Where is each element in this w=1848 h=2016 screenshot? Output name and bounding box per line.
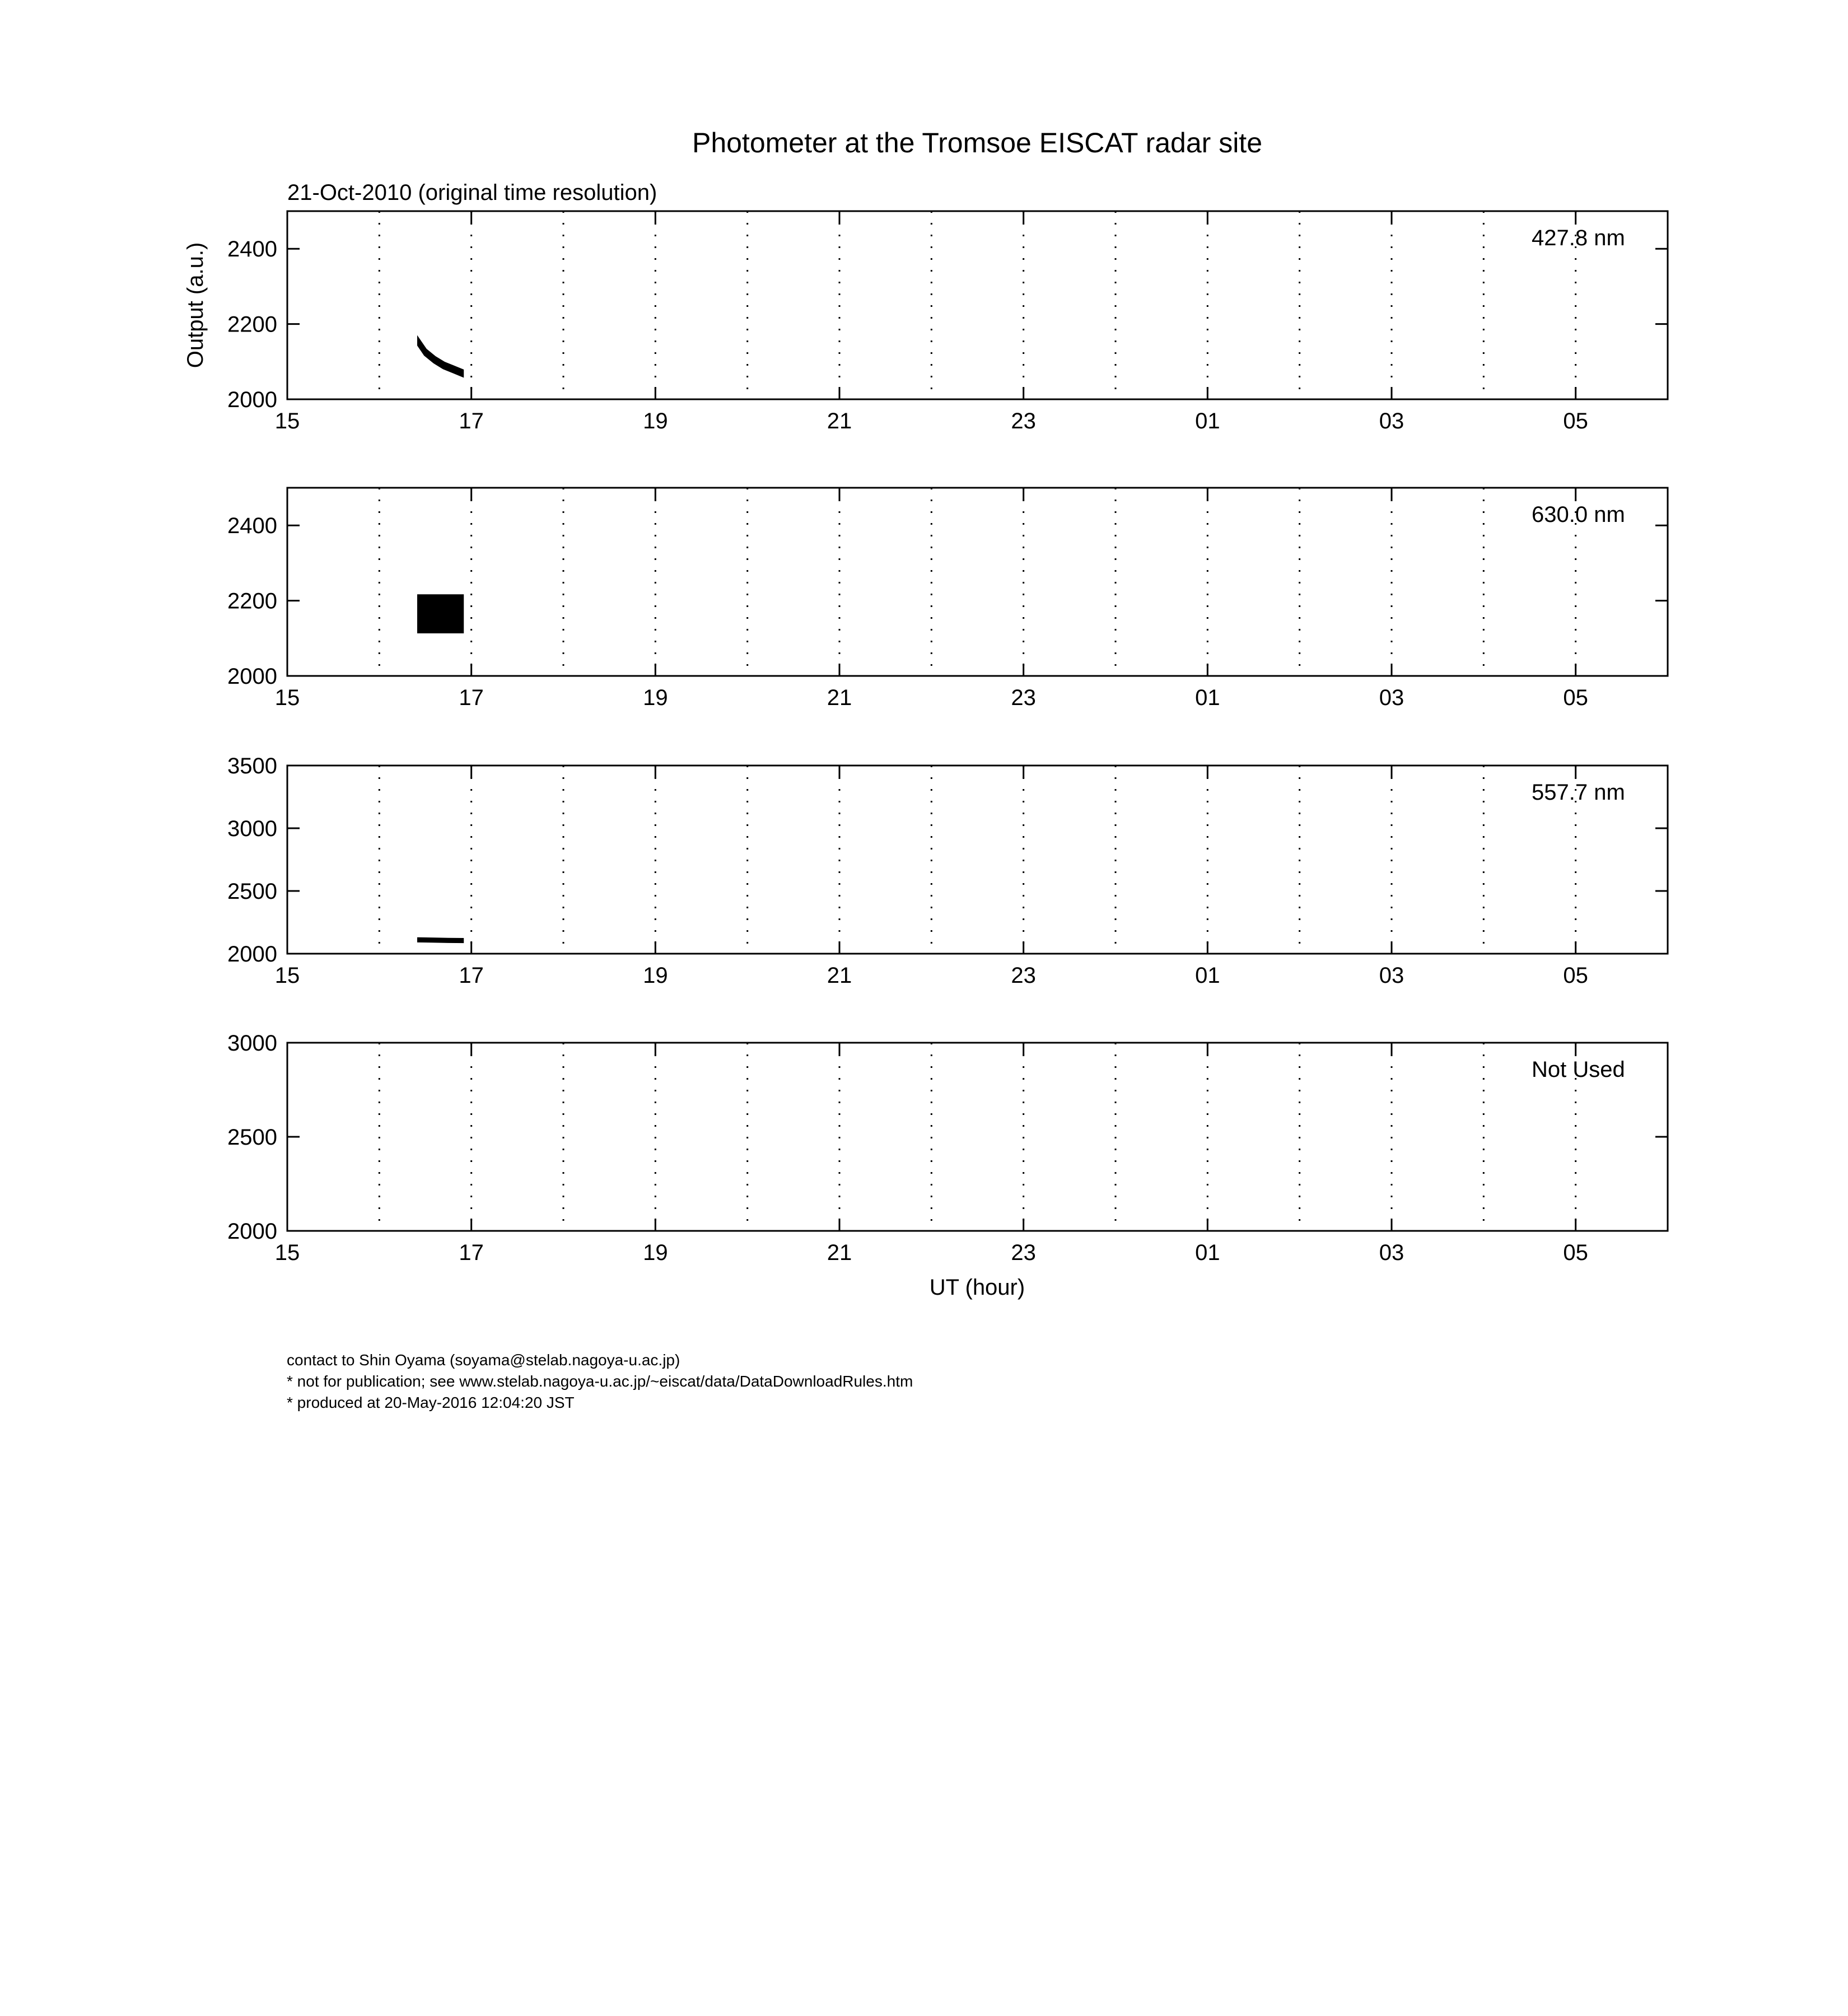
- x-tick-label: 23: [1011, 685, 1036, 710]
- x-tick-label: 19: [643, 685, 668, 710]
- x-tick-label: 05: [1563, 963, 1588, 988]
- axes-box: [287, 211, 1668, 399]
- x-tick-label: 21: [827, 409, 852, 433]
- x-tick-label: 05: [1563, 685, 1588, 710]
- x-tick-label: 17: [459, 685, 484, 710]
- x-tick-label: 15: [274, 685, 300, 710]
- y-tick-label: 2200: [227, 589, 277, 614]
- y-tick-label: 2000: [227, 1219, 277, 1244]
- x-tick-label: 03: [1379, 963, 1404, 988]
- panel-2: [227, 488, 1668, 710]
- y-tick-label: 2000: [227, 664, 277, 689]
- footer-contact: contact to Shin Oyama (soyama@stelab.nagoya-u.ac.jp): [287, 1351, 680, 1369]
- y-tick-label: 3000: [227, 816, 277, 841]
- figure-title: Photometer at the Tromsoe EISCAT radar site: [692, 127, 1263, 158]
- x-tick-label: 23: [1011, 1240, 1036, 1265]
- x-tick-label: 15: [274, 409, 300, 433]
- channel-label: 557.7 nm: [1532, 780, 1625, 805]
- x-tick-label: 03: [1379, 685, 1404, 710]
- x-tick-label: 17: [459, 963, 484, 988]
- x-tick-label: 05: [1563, 409, 1588, 433]
- panel-1: [227, 211, 1668, 433]
- panel-3: [227, 754, 1668, 988]
- x-tick-label: 21: [827, 1240, 852, 1265]
- y-tick-label: 3500: [227, 754, 277, 778]
- x-tick-label: 21: [827, 963, 852, 988]
- footer-produced: * produced at 20-May-2016 12:04:20 JST: [287, 1394, 575, 1411]
- x-tick-label: 19: [643, 963, 668, 988]
- x-tick-label: 23: [1011, 409, 1036, 433]
- y-tick-label: 2000: [227, 388, 277, 412]
- channel-label: Not Used: [1532, 1057, 1625, 1082]
- axes-box: [287, 766, 1668, 954]
- x-tick-label: 19: [643, 1240, 668, 1265]
- y-tick-label: 3000: [227, 1031, 277, 1056]
- panel-4: [227, 1031, 1668, 1265]
- x-tick-label: 03: [1379, 409, 1404, 433]
- x-tick-label: 19: [643, 409, 668, 433]
- x-tick-label: 01: [1195, 963, 1220, 988]
- x-tick-label: 05: [1563, 1240, 1588, 1265]
- figure-subtitle: 21-Oct-2010 (original time resolution): [287, 180, 657, 205]
- y-tick-label: 2200: [227, 312, 277, 337]
- x-tick-label: 01: [1195, 685, 1220, 710]
- x-tick-label: 17: [459, 1240, 484, 1265]
- axes-box: [287, 1043, 1668, 1231]
- y-tick-label: 2500: [227, 879, 277, 904]
- axes-box: [287, 488, 1668, 676]
- x-tick-label: 15: [274, 963, 300, 988]
- x-tick-label: 17: [459, 409, 484, 433]
- channel-label: 630.0 nm: [1532, 502, 1625, 527]
- footer-rules: * not for publication; see www.stelab.nagoya-u.ac.jp/~eiscat/data/DataDownloadRules.htm: [287, 1373, 913, 1390]
- x-tick-label: 01: [1195, 1240, 1220, 1265]
- footer-notes: [287, 1350, 913, 1413]
- x-tick-label: 01: [1195, 409, 1220, 433]
- x-tick-label: 23: [1011, 963, 1036, 988]
- y-tick-label: 2500: [227, 1125, 277, 1150]
- x-tick-label: 15: [274, 1240, 300, 1265]
- channel-label: 427.8 nm: [1532, 226, 1625, 250]
- y-axis-label: Output (a.u.): [183, 242, 208, 368]
- x-tick-label: 03: [1379, 1240, 1404, 1265]
- y-tick-label: 2400: [227, 237, 277, 262]
- y-tick-label: 2400: [227, 514, 277, 539]
- y-tick-label: 2000: [227, 942, 277, 967]
- x-tick-label: 21: [827, 685, 852, 710]
- x-axis-label: UT (hour): [929, 1275, 1025, 1300]
